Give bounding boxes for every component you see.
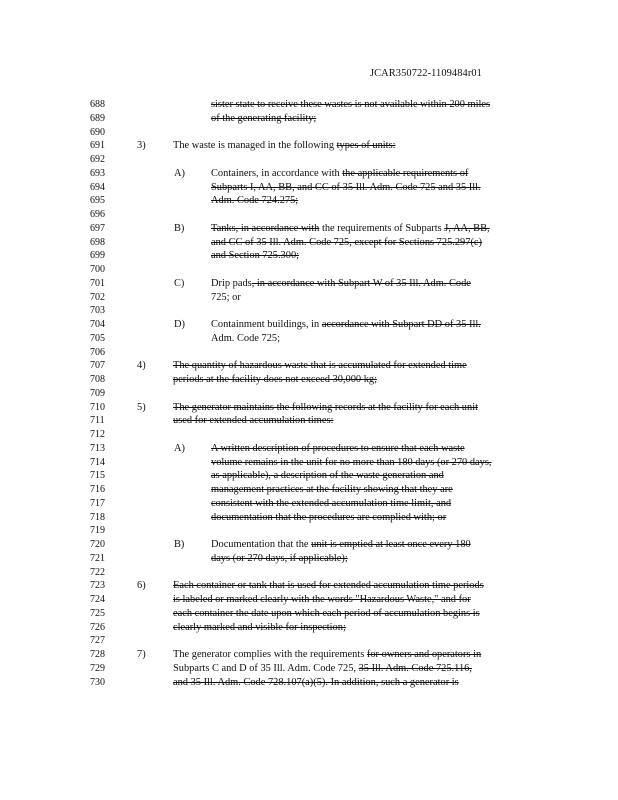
- struck-text: 35 Ill. Adm. Code 725.116,: [358, 662, 472, 674]
- line-701: [0, 277, 618, 290]
- item-label: 4): [137, 360, 146, 372]
- struck-text: volume remains in the unit for no more than 180 days (or 270 days,: [211, 456, 492, 468]
- line-text: [211, 236, 482, 249]
- line-text: [211, 332, 280, 345]
- line-714: [0, 456, 618, 469]
- line-717: [0, 497, 618, 510]
- line-number: 718: [90, 511, 105, 523]
- struck-text: as applicable), a description of the waste generation and: [211, 470, 444, 482]
- line-721: [0, 552, 618, 565]
- line-text: [211, 112, 316, 125]
- line-text: [173, 359, 467, 372]
- struck-text: and CC of 35 Ill. Adm. Code 725, except for Sections 725.297(c): [211, 236, 482, 248]
- plain-text: Drip pads: [211, 277, 252, 289]
- line-number: 726: [90, 621, 105, 633]
- line-703: [0, 304, 618, 317]
- line-number: 724: [90, 594, 105, 605]
- struck-text: types of units:: [336, 140, 396, 152]
- struck-text: used for extended accumulation times:: [173, 415, 334, 427]
- line-number: 714: [90, 456, 105, 468]
- line-number: 728: [90, 649, 105, 660]
- line-725: [0, 607, 618, 620]
- line-text: [211, 552, 348, 565]
- item-label: A): [174, 442, 185, 454]
- line-number: 729: [90, 662, 105, 674]
- line-713: [0, 442, 618, 455]
- line-690: [0, 126, 618, 139]
- struck-text: days (or 270 days, if applicable);: [211, 552, 348, 564]
- line-706: [0, 346, 618, 359]
- line-text: [211, 538, 471, 551]
- plain-text: Containers, in accordance with: [211, 167, 343, 179]
- line-719: [0, 524, 618, 537]
- line-text: [173, 414, 333, 427]
- line-709: [0, 387, 618, 400]
- struck-text: the applicable requirements of: [342, 167, 469, 179]
- line-696: [0, 208, 618, 221]
- line-text: [173, 676, 459, 689]
- line-number: 725: [90, 607, 105, 619]
- line-number: 697: [90, 222, 105, 234]
- line-693: [0, 167, 618, 180]
- line-728: [0, 648, 618, 661]
- plain-text: Adm. Code 725;: [211, 332, 280, 344]
- line-text: [211, 249, 299, 262]
- struck-text: management practices at the facility showing that they are: [211, 484, 453, 495]
- line-text: [211, 497, 451, 510]
- line-text: [211, 511, 446, 524]
- struck-text: accordance with Subpart DD of 35 Ill.: [321, 319, 481, 330]
- line-text: [211, 167, 468, 180]
- line-number: 715: [90, 470, 105, 482]
- line-720: [0, 538, 618, 551]
- struck-text: of the generating facility;: [211, 112, 317, 124]
- line-698: [0, 236, 618, 249]
- struck-text: The quantity of hazardous waste that is accumulated for extended time: [173, 360, 467, 372]
- struck-text: each container the date upon which each period of accumulation begins is: [173, 607, 480, 619]
- item-label: 7): [137, 649, 146, 660]
- line-number: 712: [90, 429, 105, 440]
- line-number: 705: [90, 332, 105, 344]
- line-text: [211, 483, 453, 496]
- struck-text: Tanks, in accordance with: [211, 222, 320, 234]
- line-number: 690: [90, 126, 105, 138]
- plain-text: Subparts C and D of 35 Ill. Adm. Code 725,: [173, 662, 359, 674]
- plain-text: Containment buildings, in: [211, 319, 322, 330]
- line-689: [0, 112, 618, 125]
- line-number: 702: [90, 291, 105, 303]
- line-697: [0, 222, 618, 235]
- line-number: 710: [90, 401, 105, 413]
- line-text: [173, 607, 480, 620]
- line-729: [0, 662, 618, 675]
- line-705: [0, 332, 618, 345]
- line-692: [0, 153, 618, 166]
- line-number: 721: [90, 552, 105, 564]
- line-number: 691: [90, 140, 105, 152]
- line-number: 698: [90, 236, 105, 248]
- struck-text: clearly marked and visible for inspection;: [173, 621, 346, 633]
- item-label: C): [174, 277, 185, 289]
- line-718: [0, 511, 618, 524]
- line-708: [0, 373, 618, 386]
- line-number: 692: [90, 154, 105, 165]
- line-text: [211, 181, 481, 194]
- line-number: 701: [90, 277, 105, 289]
- struck-text: and 35 Ill. Adm. Code 728.107(a)(5). In addition, such a generator is: [173, 676, 459, 688]
- line-text: [211, 318, 481, 331]
- line-number: 695: [90, 195, 105, 207]
- item-label: B): [174, 539, 185, 550]
- line-text: [173, 401, 478, 414]
- item-label: 3): [137, 140, 146, 152]
- struck-text: sister state to receive these wastes is not available within 200 miles: [211, 99, 491, 110]
- plain-text: The waste is managed in the following: [173, 140, 337, 152]
- plain-text: The generator complies with the requirements: [173, 649, 367, 660]
- line-726: [0, 621, 618, 634]
- plain-text: the requirements of Subparts: [319, 222, 445, 234]
- line-number: 689: [90, 112, 105, 124]
- struck-text: J, AA, BB,: [444, 222, 490, 234]
- line-text: [211, 222, 490, 235]
- line-number: 708: [90, 374, 105, 385]
- line-715: [0, 469, 618, 482]
- line-704: [0, 318, 618, 331]
- line-694: [0, 181, 618, 194]
- line-702: [0, 291, 618, 304]
- line-text: [173, 648, 481, 661]
- line-text: [211, 98, 490, 111]
- line-number: 730: [90, 676, 105, 688]
- line-724: [0, 593, 618, 606]
- line-text: [173, 593, 471, 606]
- line-text: [211, 194, 298, 207]
- line-text: [211, 291, 241, 304]
- struck-text: , in accordance with Subpart W of 35 Ill. Adm. Code: [251, 277, 471, 289]
- line-700: [0, 263, 618, 276]
- struck-text: unit is emptied at least once every 180: [311, 539, 471, 550]
- line-text: [173, 579, 484, 592]
- struck-text: Adm. Code 724.275;: [211, 195, 299, 207]
- plain-text: 725; or: [211, 291, 241, 303]
- line-number: 709: [90, 387, 105, 399]
- item-label: 6): [137, 580, 146, 592]
- line-number: 713: [90, 442, 105, 454]
- line-number: 706: [90, 346, 105, 358]
- line-number: 707: [90, 360, 105, 372]
- struck-text: for owners and operators in: [366, 649, 482, 660]
- line-695: [0, 194, 618, 207]
- line-number: 723: [90, 580, 105, 592]
- line-number: 727: [90, 635, 105, 647]
- line-711: [0, 414, 618, 427]
- line-number: 693: [90, 167, 105, 179]
- line-number: 696: [90, 209, 105, 220]
- struck-text: A written description of procedures to ensure that each waste: [211, 442, 465, 454]
- item-label: B): [174, 222, 185, 234]
- line-text: [173, 373, 377, 386]
- line-712: [0, 428, 618, 441]
- line-number: 700: [90, 264, 105, 275]
- line-number: 719: [90, 525, 105, 537]
- line-number: 716: [90, 484, 105, 495]
- struck-text: and Section 725.300;: [211, 250, 300, 262]
- struck-text: The generator maintains the following records at the facility for each unit: [173, 401, 478, 413]
- struck-text: documentation that the procedures are complied with; or: [211, 511, 447, 523]
- struck-text: consistent with the extended accumulation time limit, and: [211, 497, 452, 509]
- line-699: [0, 249, 618, 262]
- line-text: [211, 442, 465, 455]
- item-label: A): [174, 167, 185, 179]
- line-text: [211, 277, 471, 290]
- line-691: [0, 139, 618, 152]
- line-716: [0, 483, 618, 496]
- item-label: 5): [137, 401, 146, 413]
- line-number: 717: [90, 497, 105, 509]
- line-text: [173, 662, 472, 675]
- line-710: [0, 401, 618, 414]
- line-688: [0, 98, 618, 111]
- line-722: [0, 566, 618, 579]
- struck-text: Subparts I, AA, BB, and CC of 35 Ill. Adm. Code 725 and 35 Ill.: [211, 181, 481, 193]
- line-number: 704: [90, 319, 105, 330]
- line-text: [173, 139, 396, 152]
- item-label: D): [174, 319, 185, 330]
- line-number: 694: [90, 181, 105, 193]
- line-number: 699: [90, 250, 105, 262]
- struck-text: is labeled or marked clearly with the words "Hazardous Waste," and for: [173, 594, 471, 605]
- line-number: 722: [90, 566, 105, 578]
- line-number: 703: [90, 305, 105, 317]
- plain-text: Documentation that the: [211, 539, 312, 550]
- line-707: [0, 359, 618, 372]
- line-number: 711: [90, 415, 105, 427]
- line-text: [211, 469, 444, 482]
- line-730: [0, 676, 618, 689]
- document-id: JCAR350722-1109484r01: [370, 68, 482, 79]
- struck-text: periods at the facility does not exceed 30,000 kg;: [173, 374, 378, 385]
- line-723: [0, 579, 618, 592]
- line-number: 720: [90, 539, 105, 550]
- struck-text: Each container or tank that is used for extended accumulation time periods: [173, 580, 484, 592]
- line-727: [0, 634, 618, 647]
- line-text: [173, 621, 346, 634]
- line-number: 688: [90, 99, 105, 110]
- line-text: [211, 456, 492, 469]
